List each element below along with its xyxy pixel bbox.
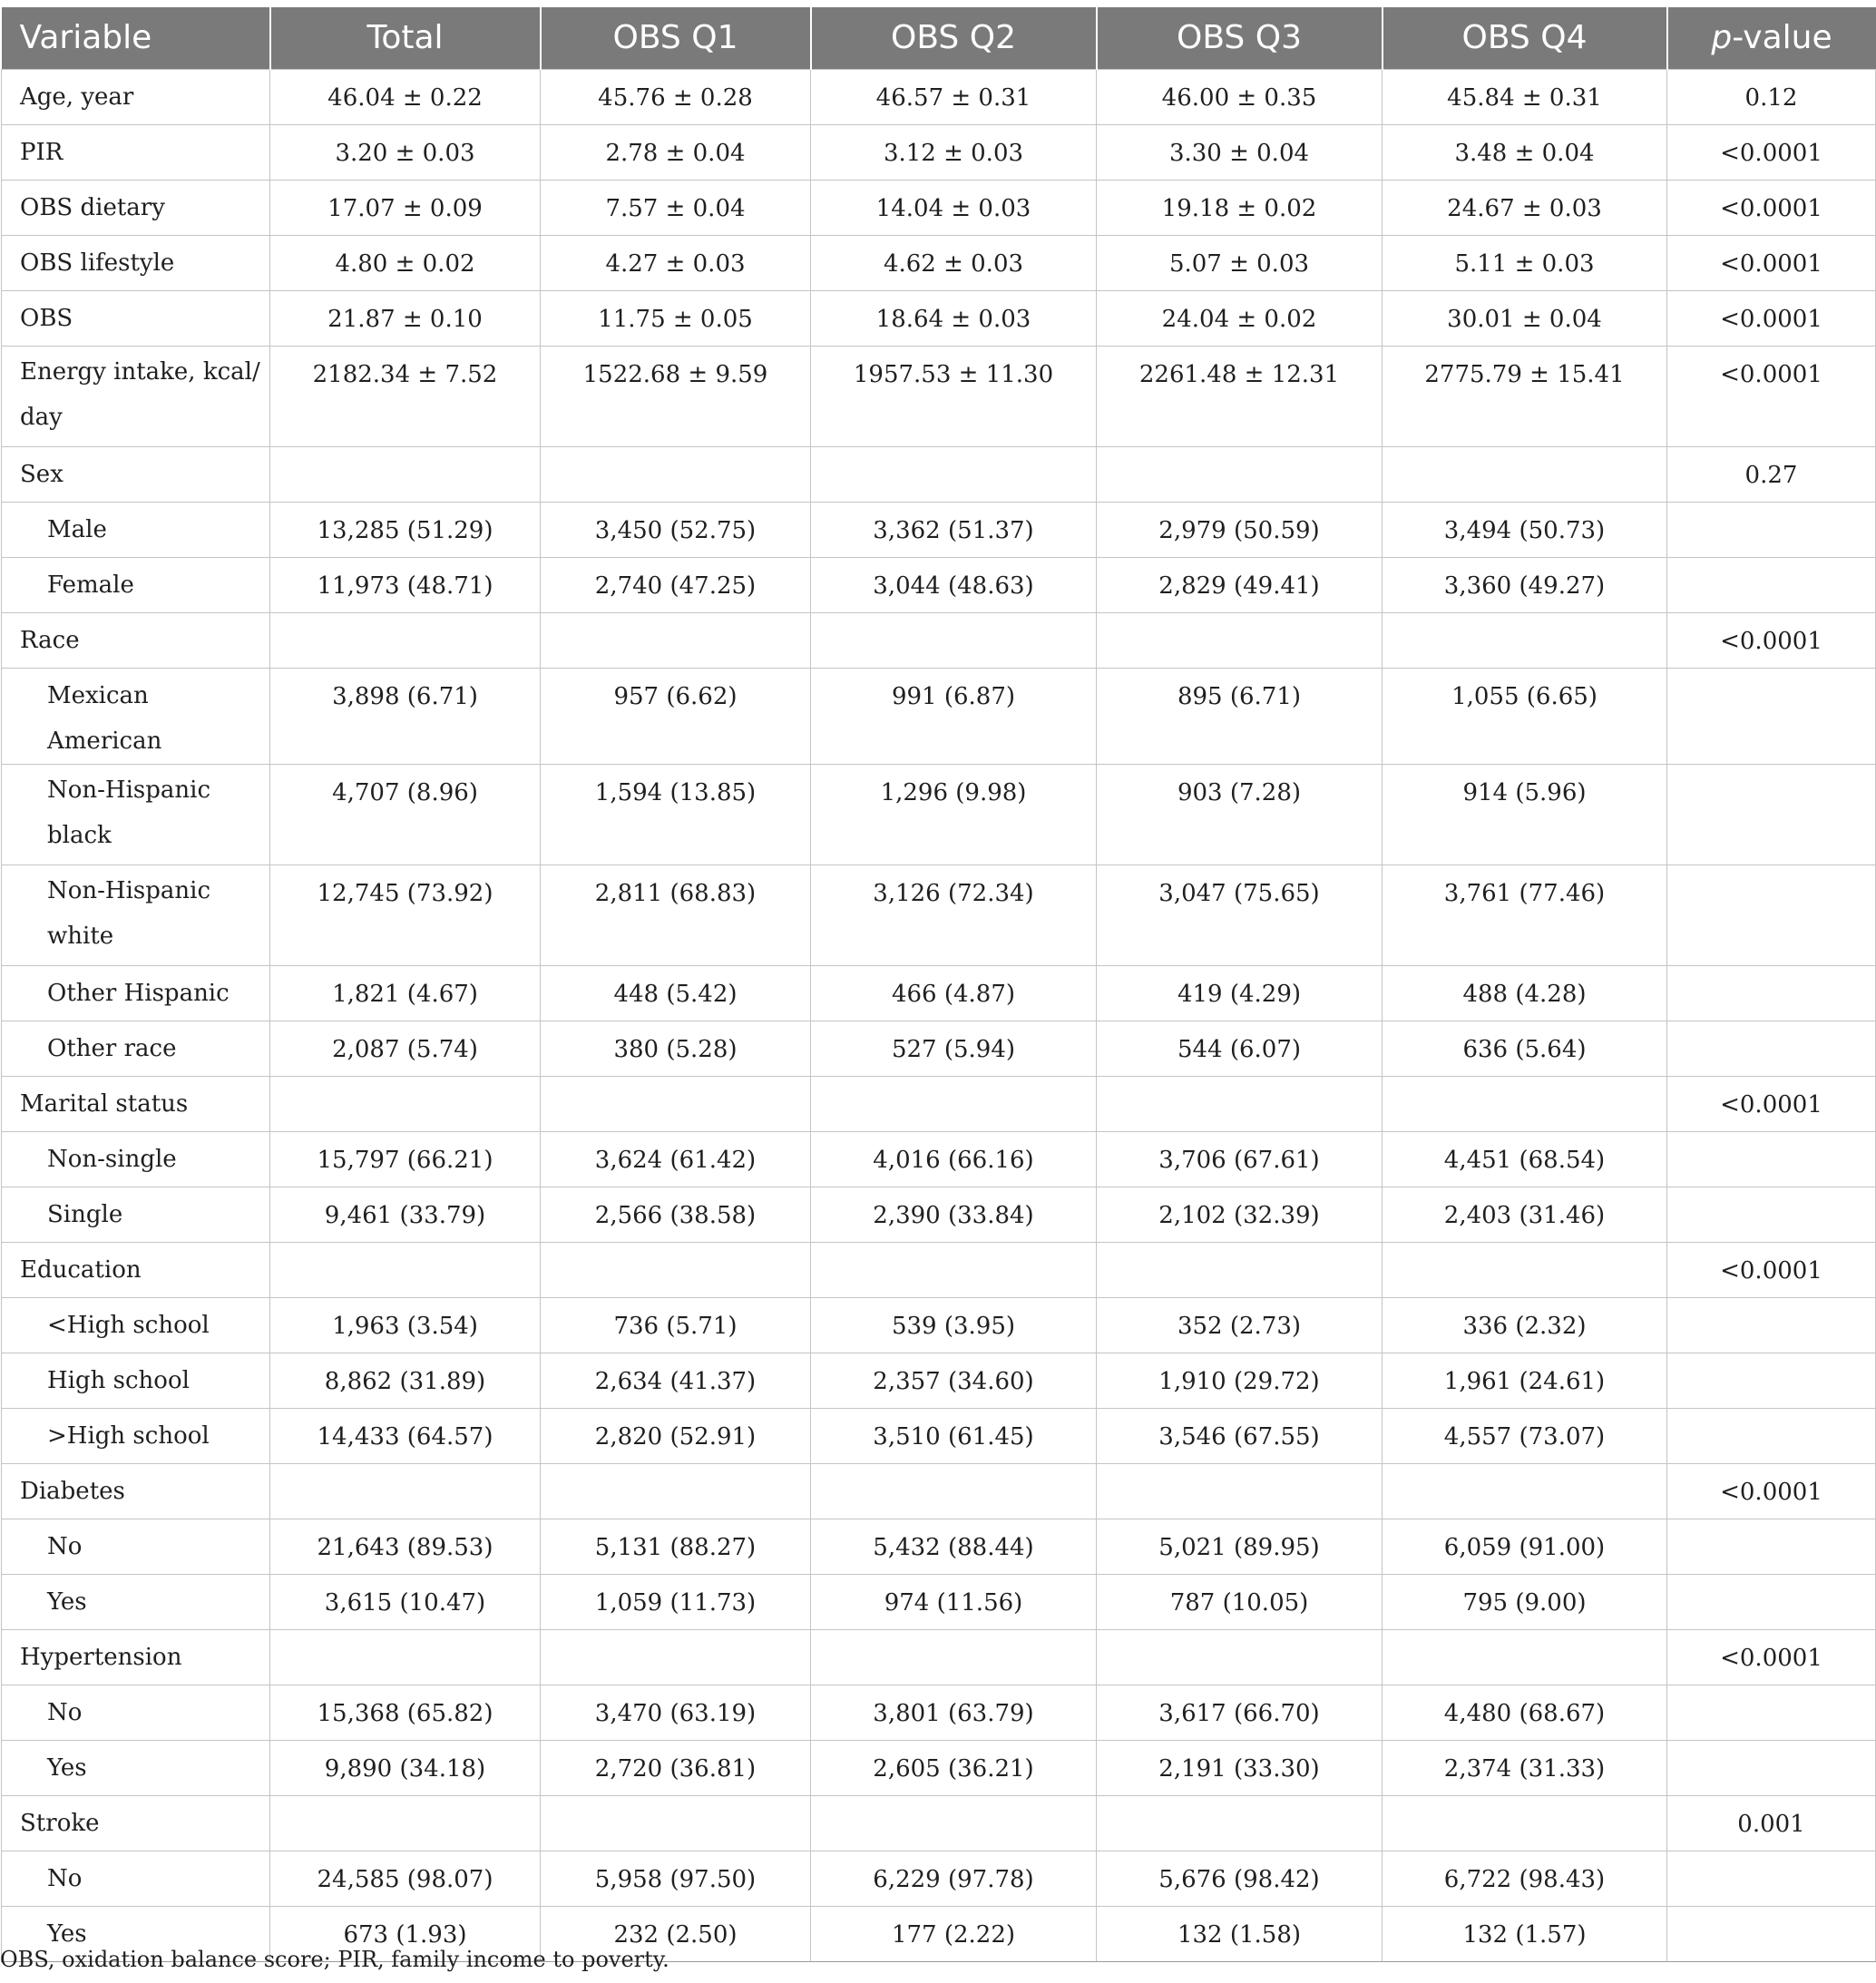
total-cell: 12,745 (73.92) bbox=[270, 865, 541, 965]
obs-q4-cell bbox=[1383, 612, 1667, 668]
table-row bbox=[2, 1297, 1876, 1353]
obs-q1-cell bbox=[541, 1076, 811, 1131]
obs-q2-cell: 2,390 (33.84) bbox=[811, 1187, 1097, 1242]
variable-cell: Hypertension bbox=[2, 1629, 270, 1685]
total-cell: 17.07 ± 0.09 bbox=[270, 180, 541, 235]
p-value-cell: 0.001 bbox=[1667, 1795, 1876, 1851]
p-value-cell bbox=[1667, 1851, 1876, 1906]
table-header bbox=[2, 7, 1876, 69]
obs-q1-cell: 5,958 (97.50) bbox=[541, 1851, 811, 1906]
p-value-cell bbox=[1667, 1519, 1876, 1574]
obs-q2-cell: 6,229 (97.78) bbox=[811, 1851, 1097, 1906]
obs-q1-cell: 2,720 (36.81) bbox=[541, 1740, 811, 1795]
p-value-cell bbox=[1667, 502, 1876, 557]
obs-q1-cell: 2.78 ± 0.04 bbox=[541, 124, 811, 180]
p-value-cell bbox=[1667, 1297, 1876, 1353]
obs-q4-cell: 336 (2.32) bbox=[1383, 1297, 1667, 1353]
variable-cell: OBS bbox=[2, 290, 270, 346]
total-cell bbox=[270, 446, 541, 502]
obs-q4-cell bbox=[1383, 1629, 1667, 1685]
table-row bbox=[2, 180, 1876, 235]
obs-q3-cell: 895 (6.71) bbox=[1097, 668, 1383, 764]
obs-q1-cell: 5,131 (88.27) bbox=[541, 1519, 811, 1574]
table-row bbox=[2, 1685, 1876, 1740]
header-total: Total bbox=[270, 7, 541, 69]
table-row bbox=[2, 502, 1876, 557]
obs-q2-cell: 177 (2.22) bbox=[811, 1906, 1097, 1961]
obs-q4-cell: 24.67 ± 0.03 bbox=[1383, 180, 1667, 235]
obs-q3-cell: 3,047 (75.65) bbox=[1097, 865, 1383, 965]
obs-q1-cell: 2,634 (41.37) bbox=[541, 1353, 811, 1408]
obs-q4-cell: 636 (5.64) bbox=[1383, 1021, 1667, 1076]
obs-q4-cell: 5.11 ± 0.03 bbox=[1383, 235, 1667, 290]
obs-q3-cell: 544 (6.07) bbox=[1097, 1021, 1383, 1076]
variable-cell: Yes bbox=[2, 1906, 270, 1961]
obs-q1-cell: 2,740 (47.25) bbox=[541, 557, 811, 612]
obs-q2-cell: 1,296 (9.98) bbox=[811, 764, 1097, 865]
obs-q4-cell: 914 (5.96) bbox=[1383, 764, 1667, 865]
obs-q2-cell: 46.57 ± 0.31 bbox=[811, 69, 1097, 124]
obs-q1-cell: 957 (6.62) bbox=[541, 668, 811, 764]
obs-q4-cell: 1,961 (24.61) bbox=[1383, 1353, 1667, 1408]
obs-q3-cell: 5,676 (98.42) bbox=[1097, 1851, 1383, 1906]
table-row bbox=[2, 346, 1876, 446]
obs-q4-cell bbox=[1383, 1463, 1667, 1519]
obs-q2-cell bbox=[811, 1795, 1097, 1851]
total-cell: 1,963 (3.54) bbox=[270, 1297, 541, 1353]
variable-cell: Marital status bbox=[2, 1076, 270, 1131]
table-row bbox=[2, 1021, 1876, 1076]
obs-q3-cell: 46.00 ± 0.35 bbox=[1097, 69, 1383, 124]
obs-q3-cell bbox=[1097, 446, 1383, 502]
variable-cell: Race bbox=[2, 612, 270, 668]
obs-q2-cell: 18.64 ± 0.03 bbox=[811, 290, 1097, 346]
obs-q3-cell: 2261.48 ± 12.31 bbox=[1097, 346, 1383, 446]
obs-q4-cell: 2,374 (31.33) bbox=[1383, 1740, 1667, 1795]
obs-q2-cell: 3,126 (72.34) bbox=[811, 865, 1097, 965]
variable-cell: Mexican American bbox=[2, 668, 270, 764]
obs-q2-cell: 527 (5.94) bbox=[811, 1021, 1097, 1076]
obs-q4-cell: 30.01 ± 0.04 bbox=[1383, 290, 1667, 346]
obs-q2-cell: 2,357 (34.60) bbox=[811, 1353, 1097, 1408]
variable-cell: Other race bbox=[2, 1021, 270, 1076]
variable-cell: <High school bbox=[2, 1297, 270, 1353]
total-cell bbox=[270, 1629, 541, 1685]
variable-cell: Yes bbox=[2, 1740, 270, 1795]
obs-q1-cell: 3,450 (52.75) bbox=[541, 502, 811, 557]
variable-cell: Sex bbox=[2, 446, 270, 502]
obs-q4-cell: 3,494 (50.73) bbox=[1383, 502, 1667, 557]
variable-cell: Age, year bbox=[2, 69, 270, 124]
p-value-cell bbox=[1667, 1408, 1876, 1463]
total-cell: 9,890 (34.18) bbox=[270, 1740, 541, 1795]
total-cell: 46.04 ± 0.22 bbox=[270, 69, 541, 124]
header-obs-q3: OBS Q3 bbox=[1097, 7, 1383, 69]
obs-q1-cell: 448 (5.42) bbox=[541, 965, 811, 1021]
variable-cell: Education bbox=[2, 1242, 270, 1297]
table-row bbox=[2, 446, 1876, 502]
obs-q1-cell bbox=[541, 1242, 811, 1297]
variable-cell: OBS dietary bbox=[2, 180, 270, 235]
obs-q3-cell: 903 (7.28) bbox=[1097, 764, 1383, 865]
obs-q2-cell: 4.62 ± 0.03 bbox=[811, 235, 1097, 290]
p-value-cell: <0.0001 bbox=[1667, 1629, 1876, 1685]
obs-q3-cell: 3,546 (67.55) bbox=[1097, 1408, 1383, 1463]
table-row bbox=[2, 1408, 1876, 1463]
obs-q1-cell bbox=[541, 1463, 811, 1519]
obs-q3-cell bbox=[1097, 1629, 1383, 1685]
p-value-cell bbox=[1667, 557, 1876, 612]
p-value-cell bbox=[1667, 668, 1876, 764]
obs-q3-cell: 1,910 (29.72) bbox=[1097, 1353, 1383, 1408]
obs-q4-cell bbox=[1383, 446, 1667, 502]
obs-q3-cell: 419 (4.29) bbox=[1097, 965, 1383, 1021]
total-cell: 15,368 (65.82) bbox=[270, 1685, 541, 1740]
header-row bbox=[2, 7, 1876, 69]
total-cell bbox=[270, 1463, 541, 1519]
total-cell: 14,433 (64.57) bbox=[270, 1408, 541, 1463]
header-variable: Variable bbox=[2, 7, 270, 69]
p-value-cell: 0.27 bbox=[1667, 446, 1876, 502]
table-row bbox=[2, 290, 1876, 346]
p-value-cell: <0.0001 bbox=[1667, 290, 1876, 346]
obs-q3-cell: 2,102 (32.39) bbox=[1097, 1187, 1383, 1242]
obs-q3-cell: 3,706 (67.61) bbox=[1097, 1131, 1383, 1187]
variable-cell: Diabetes bbox=[2, 1463, 270, 1519]
obs-q2-cell: 5,432 (88.44) bbox=[811, 1519, 1097, 1574]
table-row bbox=[2, 1574, 1876, 1629]
obs-q3-cell bbox=[1097, 612, 1383, 668]
baseline-characteristics-table bbox=[1, 7, 1876, 1962]
table-row bbox=[2, 1795, 1876, 1851]
obs-q1-cell: 736 (5.71) bbox=[541, 1297, 811, 1353]
total-cell: 673 (1.93) bbox=[270, 1906, 541, 1961]
header-p-italic: p bbox=[1711, 19, 1733, 57]
obs-q4-cell: 45.84 ± 0.31 bbox=[1383, 69, 1667, 124]
obs-q2-cell bbox=[811, 1242, 1097, 1297]
obs-q2-cell: 4,016 (66.16) bbox=[811, 1131, 1097, 1187]
obs-q2-cell: 14.04 ± 0.03 bbox=[811, 180, 1097, 235]
obs-q1-cell: 2,566 (38.58) bbox=[541, 1187, 811, 1242]
p-value-cell: <0.0001 bbox=[1667, 124, 1876, 180]
obs-q2-cell: 3,362 (51.37) bbox=[811, 502, 1097, 557]
total-cell: 3.20 ± 0.03 bbox=[270, 124, 541, 180]
obs-q4-cell: 6,722 (98.43) bbox=[1383, 1851, 1667, 1906]
obs-q4-cell: 1,055 (6.65) bbox=[1383, 668, 1667, 764]
obs-q3-cell: 3,617 (66.70) bbox=[1097, 1685, 1383, 1740]
variable-cell: Female bbox=[2, 557, 270, 612]
total-cell: 9,461 (33.79) bbox=[270, 1187, 541, 1242]
obs-q1-cell: 4.27 ± 0.03 bbox=[541, 235, 811, 290]
table-body bbox=[2, 69, 1876, 1961]
obs-q4-cell: 4,451 (68.54) bbox=[1383, 1131, 1667, 1187]
total-cell bbox=[270, 612, 541, 668]
total-cell bbox=[270, 1242, 541, 1297]
table-row bbox=[2, 1463, 1876, 1519]
total-cell: 3,615 (10.47) bbox=[270, 1574, 541, 1629]
total-cell: 4.80 ± 0.02 bbox=[270, 235, 541, 290]
obs-q3-cell: 5,021 (89.95) bbox=[1097, 1519, 1383, 1574]
table-row bbox=[2, 1519, 1876, 1574]
variable-cell: PIR bbox=[2, 124, 270, 180]
obs-q1-cell bbox=[541, 446, 811, 502]
obs-q3-cell: 24.04 ± 0.02 bbox=[1097, 290, 1383, 346]
obs-q4-cell: 4,480 (68.67) bbox=[1383, 1685, 1667, 1740]
total-cell: 1,821 (4.67) bbox=[270, 965, 541, 1021]
obs-q1-cell: 2,811 (68.83) bbox=[541, 865, 811, 965]
total-cell: 13,285 (51.29) bbox=[270, 502, 541, 557]
total-cell: 2,087 (5.74) bbox=[270, 1021, 541, 1076]
obs-q3-cell: 19.18 ± 0.02 bbox=[1097, 180, 1383, 235]
obs-q4-cell: 3.48 ± 0.04 bbox=[1383, 124, 1667, 180]
variable-cell: >High school bbox=[2, 1408, 270, 1463]
variable-cell: No bbox=[2, 1851, 270, 1906]
p-value-cell: <0.0001 bbox=[1667, 612, 1876, 668]
p-value-cell bbox=[1667, 1187, 1876, 1242]
p-value-cell bbox=[1667, 764, 1876, 865]
variable-cell: Non-Hispanic black bbox=[2, 764, 270, 865]
variable-cell: Stroke bbox=[2, 1795, 270, 1851]
obs-q1-cell: 7.57 ± 0.04 bbox=[541, 180, 811, 235]
obs-q3-cell: 787 (10.05) bbox=[1097, 1574, 1383, 1629]
table-row bbox=[2, 865, 1876, 965]
obs-q4-cell: 795 (9.00) bbox=[1383, 1574, 1667, 1629]
table-row bbox=[2, 764, 1876, 865]
p-value-cell: <0.0001 bbox=[1667, 1463, 1876, 1519]
obs-q2-cell bbox=[811, 1076, 1097, 1131]
p-value-cell: <0.0001 bbox=[1667, 235, 1876, 290]
total-cell: 21.87 ± 0.10 bbox=[270, 290, 541, 346]
table-row bbox=[2, 1740, 1876, 1795]
table-row bbox=[2, 1629, 1876, 1685]
obs-q1-cell bbox=[541, 1795, 811, 1851]
total-cell: 21,643 (89.53) bbox=[270, 1519, 541, 1574]
total-cell: 3,898 (6.71) bbox=[270, 668, 541, 764]
header-obs-q2: OBS Q2 bbox=[811, 7, 1097, 69]
table-row bbox=[2, 1187, 1876, 1242]
obs-q3-cell bbox=[1097, 1463, 1383, 1519]
table-row bbox=[2, 1353, 1876, 1408]
p-value-cell bbox=[1667, 1906, 1876, 1961]
obs-q2-cell: 974 (11.56) bbox=[811, 1574, 1097, 1629]
table-row bbox=[2, 124, 1876, 180]
obs-q2-cell: 3,510 (61.45) bbox=[811, 1408, 1097, 1463]
obs-q1-cell: 3,624 (61.42) bbox=[541, 1131, 811, 1187]
obs-q1-cell: 1522.68 ± 9.59 bbox=[541, 346, 811, 446]
header-obs-q4: OBS Q4 bbox=[1383, 7, 1667, 69]
obs-q3-cell: 3.30 ± 0.04 bbox=[1097, 124, 1383, 180]
p-value-cell: <0.0001 bbox=[1667, 346, 1876, 446]
obs-q4-cell: 3,360 (49.27) bbox=[1383, 557, 1667, 612]
obs-q2-cell: 466 (4.87) bbox=[811, 965, 1097, 1021]
obs-q4-cell: 2775.79 ± 15.41 bbox=[1383, 346, 1667, 446]
obs-q4-cell: 4,557 (73.07) bbox=[1383, 1408, 1667, 1463]
obs-q3-cell bbox=[1097, 1242, 1383, 1297]
table-row bbox=[2, 557, 1876, 612]
obs-q1-cell: 380 (5.28) bbox=[541, 1021, 811, 1076]
obs-q3-cell: 2,829 (49.41) bbox=[1097, 557, 1383, 612]
total-cell bbox=[270, 1076, 541, 1131]
p-value-cell bbox=[1667, 1021, 1876, 1076]
obs-q1-cell bbox=[541, 1629, 811, 1685]
obs-q2-cell: 1957.53 ± 11.30 bbox=[811, 346, 1097, 446]
table-row bbox=[2, 668, 1876, 764]
obs-q3-cell: 132 (1.58) bbox=[1097, 1906, 1383, 1961]
obs-q4-cell: 2,403 (31.46) bbox=[1383, 1187, 1667, 1242]
table-footnote: OBS, oxidation balance score; PIR, family income to poverty. bbox=[0, 1947, 669, 1972]
obs-q2-cell: 539 (3.95) bbox=[811, 1297, 1097, 1353]
table-row bbox=[2, 1076, 1876, 1131]
variable-cell: No bbox=[2, 1519, 270, 1574]
obs-q4-cell: 488 (4.28) bbox=[1383, 965, 1667, 1021]
obs-q4-cell bbox=[1383, 1242, 1667, 1297]
p-value-cell bbox=[1667, 1574, 1876, 1629]
obs-q2-cell bbox=[811, 1463, 1097, 1519]
p-value-cell bbox=[1667, 1131, 1876, 1187]
total-cell: 24,585 (98.07) bbox=[270, 1851, 541, 1906]
obs-q4-cell bbox=[1383, 1076, 1667, 1131]
total-cell: 15,797 (66.21) bbox=[270, 1131, 541, 1187]
variable-cell: Energy intake, kcal/ day bbox=[2, 346, 270, 446]
obs-q3-cell: 352 (2.73) bbox=[1097, 1297, 1383, 1353]
total-cell: 8,862 (31.89) bbox=[270, 1353, 541, 1408]
header-p-rest: -value bbox=[1732, 19, 1832, 57]
obs-q2-cell: 991 (6.87) bbox=[811, 668, 1097, 764]
header-obs-q1: OBS Q1 bbox=[541, 7, 811, 69]
obs-q2-cell bbox=[811, 1629, 1097, 1685]
obs-q1-cell: 45.76 ± 0.28 bbox=[541, 69, 811, 124]
total-cell: 2182.34 ± 7.52 bbox=[270, 346, 541, 446]
obs-q3-cell bbox=[1097, 1076, 1383, 1131]
variable-cell: Yes bbox=[2, 1574, 270, 1629]
obs-q2-cell bbox=[811, 446, 1097, 502]
total-cell: 11,973 (48.71) bbox=[270, 557, 541, 612]
obs-q1-cell: 232 (2.50) bbox=[541, 1906, 811, 1961]
p-value-cell bbox=[1667, 865, 1876, 965]
obs-q2-cell bbox=[811, 612, 1097, 668]
p-value-cell bbox=[1667, 965, 1876, 1021]
obs-q1-cell bbox=[541, 612, 811, 668]
table-row bbox=[2, 612, 1876, 668]
p-value-cell bbox=[1667, 1353, 1876, 1408]
variable-cell: Single bbox=[2, 1187, 270, 1242]
table-row bbox=[2, 235, 1876, 290]
obs-q1-cell: 11.75 ± 0.05 bbox=[541, 290, 811, 346]
obs-q2-cell: 2,605 (36.21) bbox=[811, 1740, 1097, 1795]
obs-q3-cell: 5.07 ± 0.03 bbox=[1097, 235, 1383, 290]
obs-q2-cell: 3.12 ± 0.03 bbox=[811, 124, 1097, 180]
obs-q2-cell: 3,044 (48.63) bbox=[811, 557, 1097, 612]
p-value-cell: <0.0001 bbox=[1667, 180, 1876, 235]
variable-cell: Other Hispanic bbox=[2, 965, 270, 1021]
obs-q4-cell: 6,059 (91.00) bbox=[1383, 1519, 1667, 1574]
obs-q1-cell: 2,820 (52.91) bbox=[541, 1408, 811, 1463]
variable-cell: OBS lifestyle bbox=[2, 235, 270, 290]
p-value-cell: <0.0001 bbox=[1667, 1076, 1876, 1131]
obs-q1-cell: 3,470 (63.19) bbox=[541, 1685, 811, 1740]
obs-q3-cell: 2,979 (50.59) bbox=[1097, 502, 1383, 557]
variable-cell: Non-Hispanic white bbox=[2, 865, 270, 965]
variable-cell: No bbox=[2, 1685, 270, 1740]
obs-q4-cell: 3,761 (77.46) bbox=[1383, 865, 1667, 965]
obs-q4-cell: 132 (1.57) bbox=[1383, 1906, 1667, 1961]
table-row bbox=[2, 1131, 1876, 1187]
obs-q1-cell: 1,059 (11.73) bbox=[541, 1574, 811, 1629]
p-value-cell bbox=[1667, 1685, 1876, 1740]
variable-cell: Male bbox=[2, 502, 270, 557]
table-row bbox=[2, 69, 1876, 124]
variable-cell: Non-single bbox=[2, 1131, 270, 1187]
obs-q3-cell: 2,191 (33.30) bbox=[1097, 1740, 1383, 1795]
obs-q1-cell: 1,594 (13.85) bbox=[541, 764, 811, 865]
variable-cell: High school bbox=[2, 1353, 270, 1408]
total-cell: 4,707 (8.96) bbox=[270, 764, 541, 865]
p-value-cell: 0.12 bbox=[1667, 69, 1876, 124]
total-cell bbox=[270, 1795, 541, 1851]
obs-q2-cell: 3,801 (63.79) bbox=[811, 1685, 1097, 1740]
obs-q4-cell bbox=[1383, 1795, 1667, 1851]
table-row bbox=[2, 1851, 1876, 1906]
table-row bbox=[2, 965, 1876, 1021]
p-value-cell bbox=[1667, 1740, 1876, 1795]
obs-q3-cell bbox=[1097, 1795, 1383, 1851]
header-p-value bbox=[1667, 7, 1876, 69]
table-row bbox=[2, 1242, 1876, 1297]
p-value-cell: <0.0001 bbox=[1667, 1242, 1876, 1297]
